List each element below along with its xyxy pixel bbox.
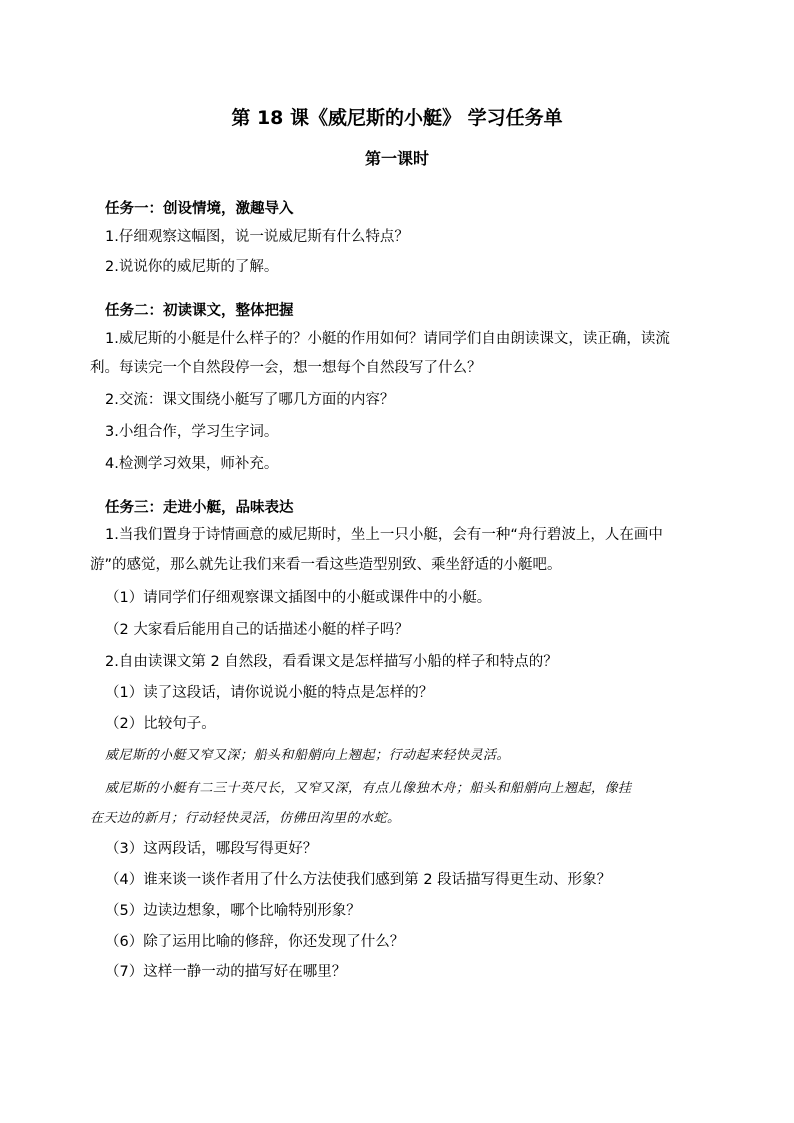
- question-line-3: （3）这两段话，哪段写得更好？: [105, 841, 318, 857]
- quote-line-2: 威尼斯的小艇有二三十英尺长，又窄又深，有点儿像独木舟；船头和船艄向上翘起，像挂: [105, 781, 632, 796]
- task3-line-1: 1.当我们置身于诗情画意的威尼斯时，坐上一只小艇，会有一种“舟行碧波上，人在画中: [105, 527, 663, 543]
- task1-heading: 任务一：创设情境，激趣导入: [105, 201, 294, 217]
- task1-line-2: 2.说说你的威尼斯的了解。: [105, 259, 279, 275]
- page-subtitle: 第一课时: [364, 149, 429, 168]
- task3-line-3: （1）请同学们仔细观察课文插图中的小艇或课件中的小艇。: [105, 590, 492, 606]
- task2-line-5: 4.检测学习效果，师补充。: [105, 456, 279, 472]
- task2-line-2: 利。每读完一个自然段停一会，想一想每个自然段写了什么？: [90, 360, 482, 376]
- task3-heading: 任务三：走进小艇，品味表达: [105, 500, 294, 516]
- task2-heading: 任务二：初读课文，整体把握: [105, 303, 294, 319]
- task3-line-2: 游”的感觉，那么就先让我们来看一看这些造型别致、乘坐舒适的小艇吧。: [90, 557, 562, 573]
- task2-line-1: 1.威尼斯的小艇是什么样子的？小艇的作用如何？请同学们自由朗读课文，读正确，读流: [105, 331, 670, 347]
- page-title: 第 18 课《威尼斯的小艇》 学习任务单: [231, 107, 563, 129]
- quote-line-1: 威尼斯的小艇又窄又深；船头和船艄向上翘起；行动起来轻快灵活。: [105, 748, 511, 763]
- quote-line-3: 在天边的新月；行动轻快灵活，仿佛田沟里的水蛇。: [90, 811, 401, 826]
- task3-line-7: （2）比较句子。: [105, 716, 216, 732]
- question-line-4: （4）谁来谈一谈作者用了什么方法使我们感到第 2 段话描写得更生动、形象？: [105, 872, 612, 888]
- task3-line-5: 2.自由读课文第 2 自然段，看看课文是怎样描写小船的样子和特点的？: [105, 654, 558, 670]
- question-line-5: （5）边读边想象，哪个比喻特别形象？: [105, 903, 361, 919]
- task2-line-4: 3.小组合作，学习生字词。: [105, 424, 279, 440]
- question-line-6: （6）除了运用比喻的修辞，你还发现了什么？: [105, 934, 405, 950]
- task3-line-4: （2 大家看后能用自己的话描述小艇的样子吗？: [105, 622, 409, 638]
- task2-line-3: 2.交流：课文围绕小艇写了哪几方面的内容？: [105, 392, 395, 408]
- task3-line-6: （1）读了这段话，请你说说小艇的特点是怎样的？: [105, 685, 434, 701]
- question-line-7: （7）这样一静一动的描写好在哪里？: [105, 964, 347, 980]
- task1-line-1: 1.仔细观察这幅图，说一说威尼斯有什么特点？: [105, 229, 409, 245]
